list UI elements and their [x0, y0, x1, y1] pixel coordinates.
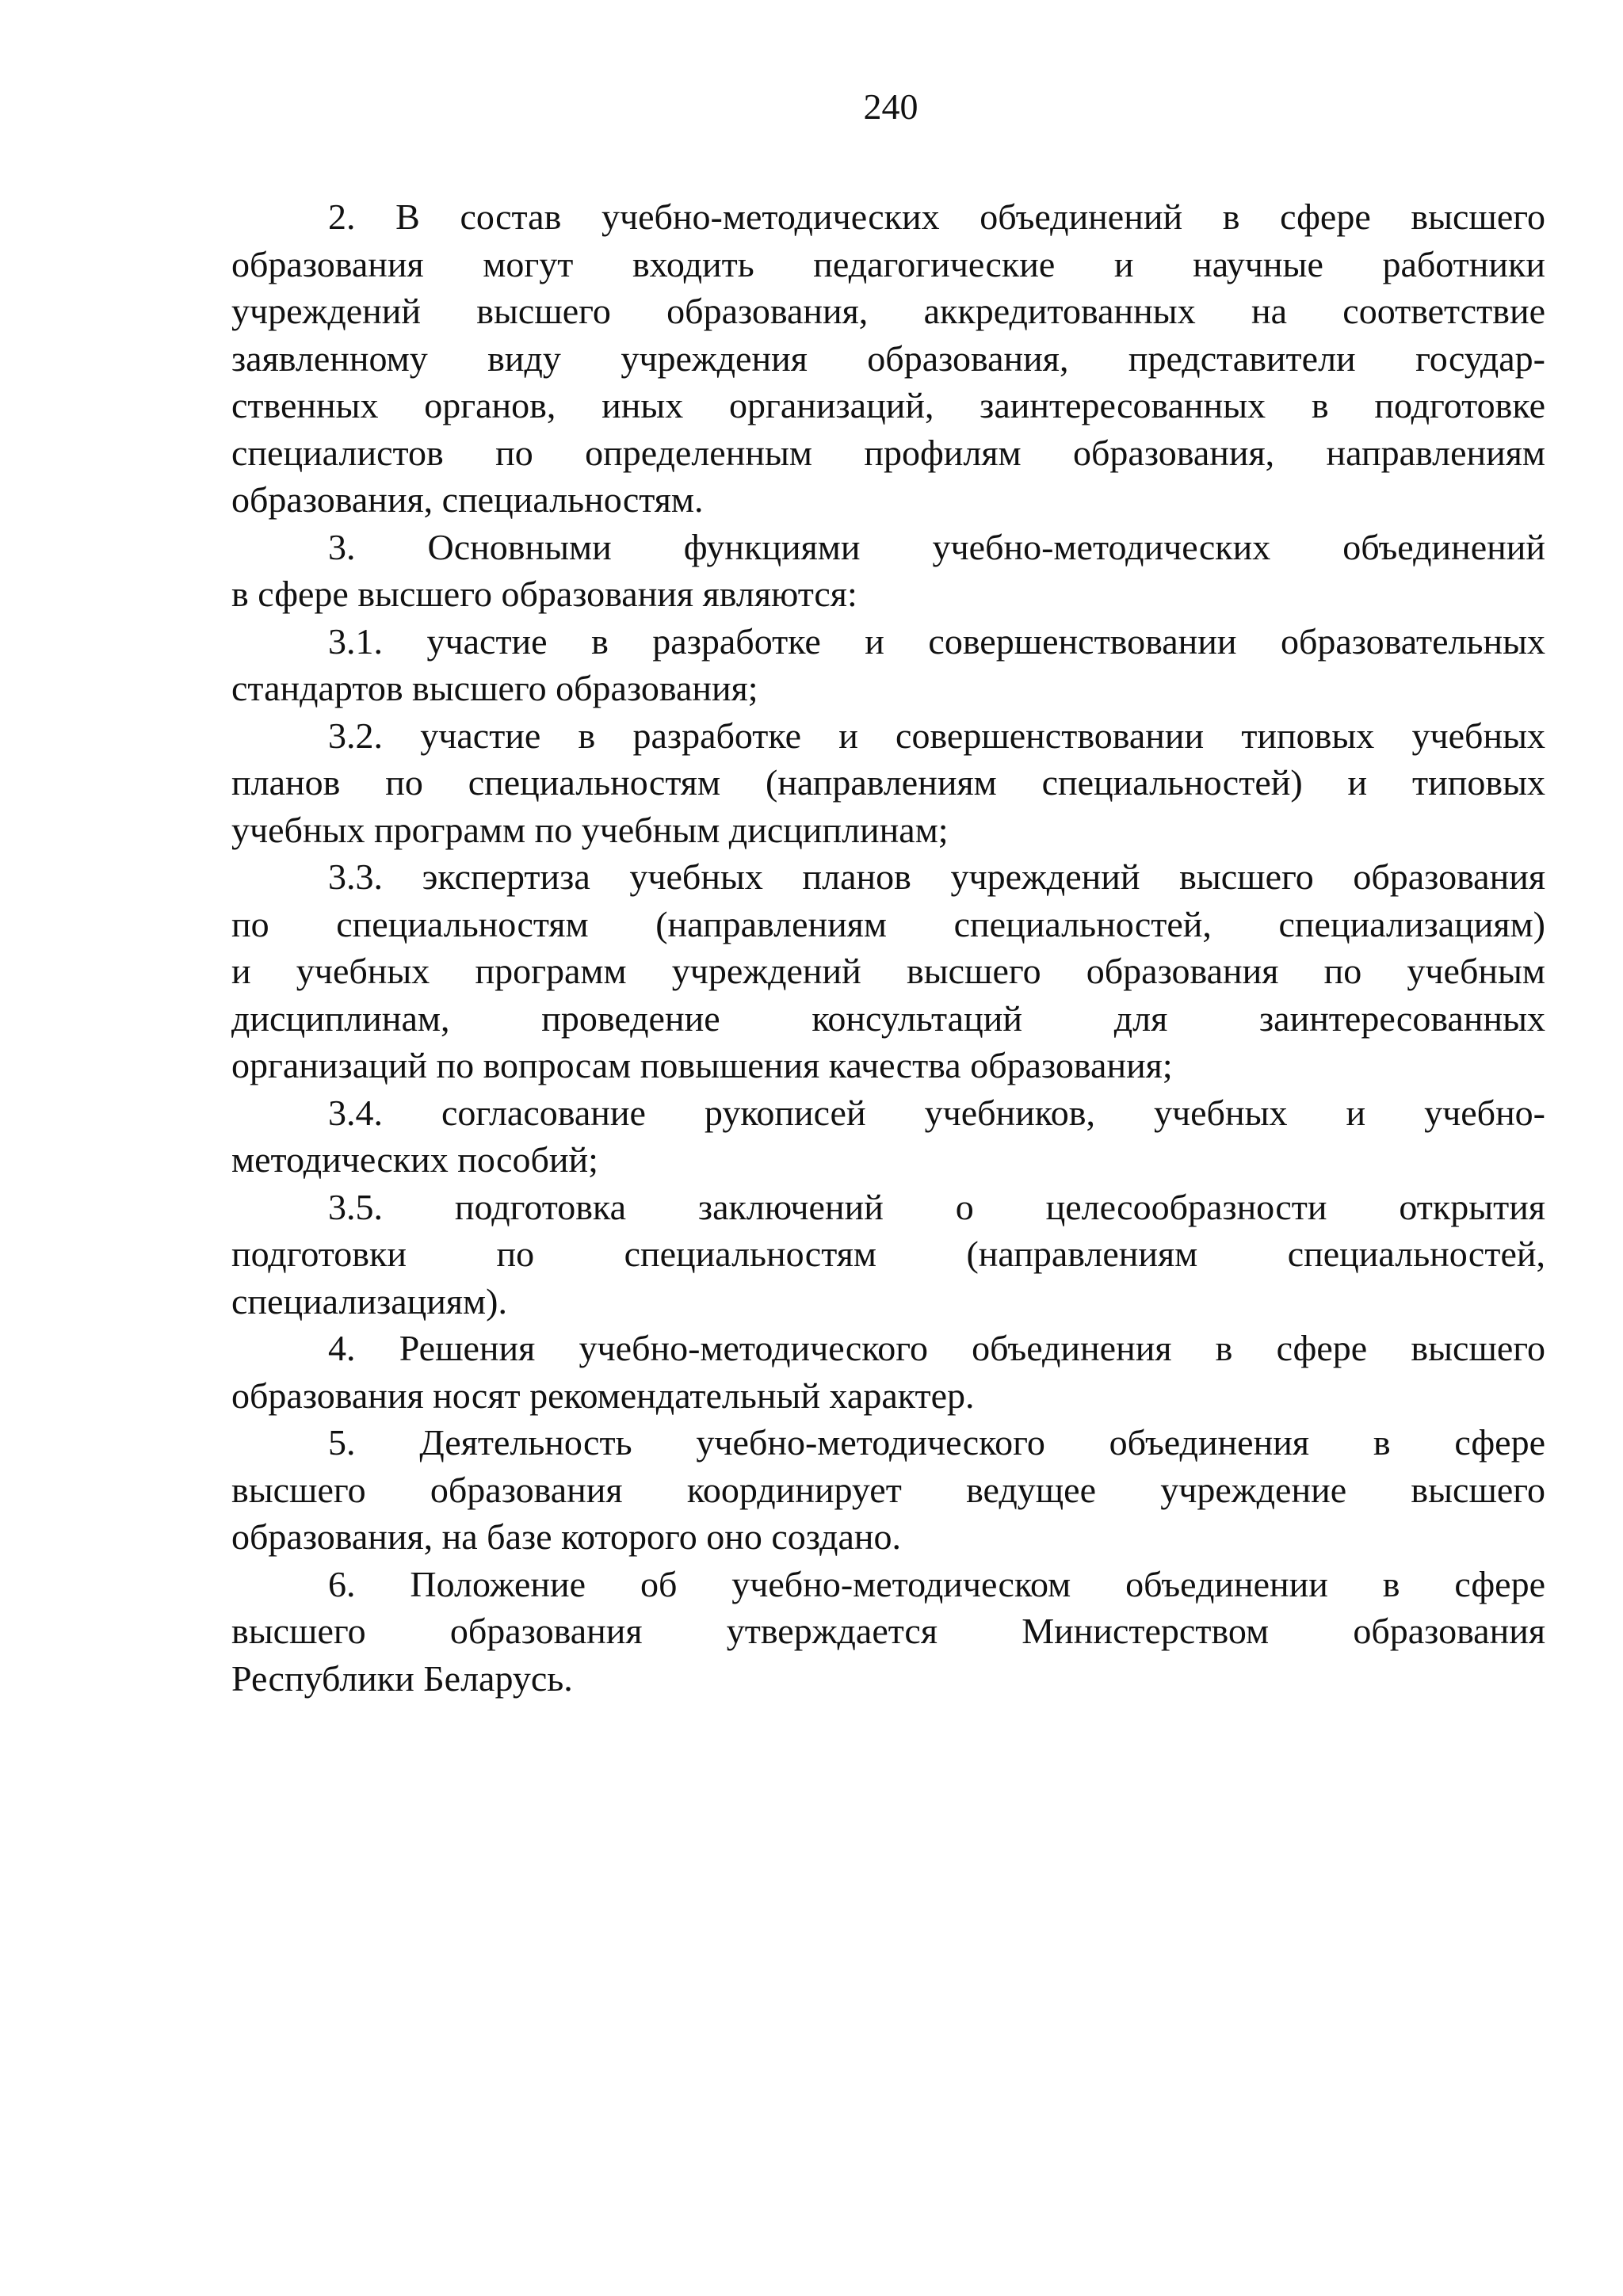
text-line: специализациям). [231, 1280, 507, 1322]
text-line: в сфере высшего образования являются: [231, 574, 857, 614]
paragraph-first-line: 3.3. экспертиза учебных планов учреждений высшего образования [328, 856, 1545, 897]
document-body [231, 193, 1545, 1702]
paragraph-first-line: 4. Решения учебно-методического объединения в сфере высшего [328, 1328, 1545, 1368]
text-line: методических пособий; [231, 1139, 598, 1180]
text-line: образования, специальностям. [231, 479, 704, 520]
text-line: и учебных программ учреждений высшего образования по учебным [231, 951, 1545, 991]
text-line: дисциплинам, проведение консультаций для заинтересованных [231, 997, 1545, 1039]
text-line: образования носят рекомендательный характер. [231, 1375, 975, 1416]
paragraph-first-line: 3.1. участие в разработке и совершенствовании образовательных [328, 620, 1545, 662]
text-line: ственных органов, иных организаций, заинтересованных в подготовке [231, 385, 1545, 425]
paragraph-first-line: 2. В состав учебно-методических объединений в сфере высшего [328, 196, 1545, 237]
paragraph-first-line: 5. Деятельность учебно-методического объединения в сфере [328, 1422, 1545, 1463]
text-line: организаций по вопросам повышения качества образования; [231, 1045, 1173, 1085]
text-line: образования могут входить педагогические и научные работники [231, 243, 1545, 284]
paragraph-first-line: 6. Положение об учебно-методическом объединении в сфере [328, 1563, 1545, 1604]
paragraph-first-line: 3.2. участие в разработке и совершенствовании типовых учебных [328, 715, 1545, 756]
text-line: стандартов высшего образования; [231, 668, 758, 708]
text-line: образования, на базе которого оно создано. [231, 1516, 902, 1557]
paragraph-first-line: 3.4. согласование рукописей учебников, учебных и учебно- [328, 1092, 1545, 1133]
text-line: учреждений высшего образования, аккредитованных на соответствие [231, 291, 1545, 331]
paragraph-first-line: 3.5. подготовка заключений о целесообразности открытия [328, 1186, 1545, 1227]
text-line: высшего образования утверждается Министерством образования [231, 1611, 1545, 1651]
text-line: заявленному виду учреждения образования, представители государ- [231, 338, 1545, 379]
text-line: по специальностям (направлениям специальностей, специализациям) [231, 903, 1545, 944]
text-line: Республики Беларусь. [231, 1657, 573, 1699]
page-number: 240 [863, 86, 918, 127]
text-line: специалистов по определенным профилям образования, направлениям [231, 432, 1545, 473]
text-line: учебных программ по учебным дисциплинам; [231, 809, 949, 850]
paragraph-first-line: 3. Основными функциями учебно-методических объединений [328, 526, 1545, 567]
text-line: планов по специальностям (направлениям специальностей) и типовых [231, 762, 1545, 803]
text-line: высшего образования координирует ведущее учреждение высшего [231, 1469, 1545, 1510]
text-line: подготовки по специальностям (направлениям специальностей, [231, 1234, 1545, 1274]
